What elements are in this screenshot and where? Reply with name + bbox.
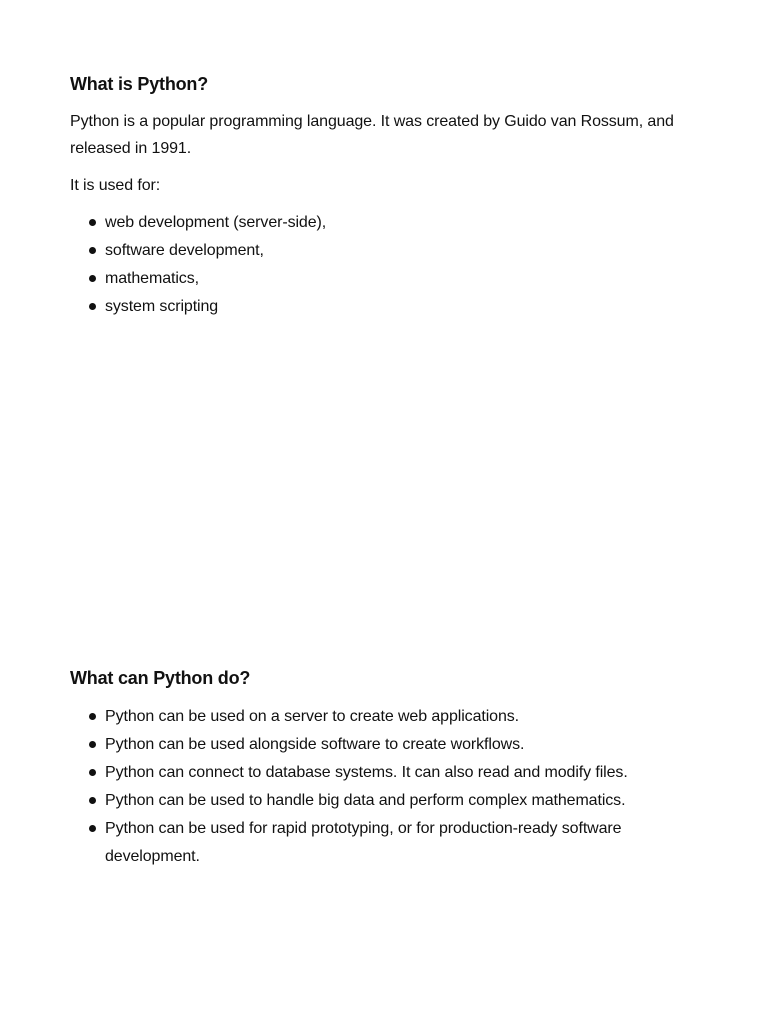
list-item-text: Python can connect to database systems. It can also read and modify files. bbox=[105, 764, 628, 781]
list-item bbox=[70, 731, 710, 759]
list-item bbox=[70, 703, 710, 731]
list-item bbox=[70, 265, 710, 293]
bullet-icon bbox=[89, 797, 96, 804]
bullet-icon bbox=[89, 303, 96, 310]
list-item-text: mathematics, bbox=[105, 270, 199, 287]
bullet-icon bbox=[89, 247, 96, 254]
uses-list bbox=[70, 209, 710, 321]
list-item-text: web development (server-side), bbox=[105, 214, 327, 231]
list-item bbox=[70, 293, 710, 321]
bullet-icon bbox=[89, 219, 96, 226]
list-item bbox=[70, 759, 710, 787]
intro-paragraph: Python is a popular programming language. It was created by Guido van Rossum, and released in 1991. bbox=[70, 113, 674, 157]
section-heading: What is Python? bbox=[70, 74, 208, 94]
used-for-label: It is used for: bbox=[70, 177, 161, 194]
bullet-icon bbox=[89, 741, 96, 748]
section-what-can-python-do bbox=[70, 664, 710, 871]
list-item-text: Python can be used alongside software to create workflows. bbox=[105, 736, 525, 753]
list-item-text: Python can be used to handle big data and perform complex mathematics. bbox=[105, 792, 626, 809]
capabilities-list bbox=[70, 703, 710, 871]
list-item-text: system scripting bbox=[105, 298, 219, 315]
section-what-is-python bbox=[70, 70, 710, 321]
list-item bbox=[70, 209, 710, 237]
list-item-text: Python can be used for rapid prototyping, or for production-ready software development. bbox=[105, 820, 622, 865]
bullet-icon bbox=[89, 825, 96, 832]
list-item-text: Python can be used on a server to create web applications. bbox=[105, 708, 520, 725]
list-item bbox=[70, 815, 710, 871]
list-item bbox=[70, 237, 710, 265]
section-heading: What can Python do? bbox=[70, 668, 251, 688]
bullet-icon bbox=[89, 713, 96, 720]
list-item-text: software development, bbox=[105, 242, 264, 259]
list-item bbox=[70, 787, 710, 815]
bullet-icon bbox=[89, 769, 96, 776]
bullet-icon bbox=[89, 275, 96, 282]
